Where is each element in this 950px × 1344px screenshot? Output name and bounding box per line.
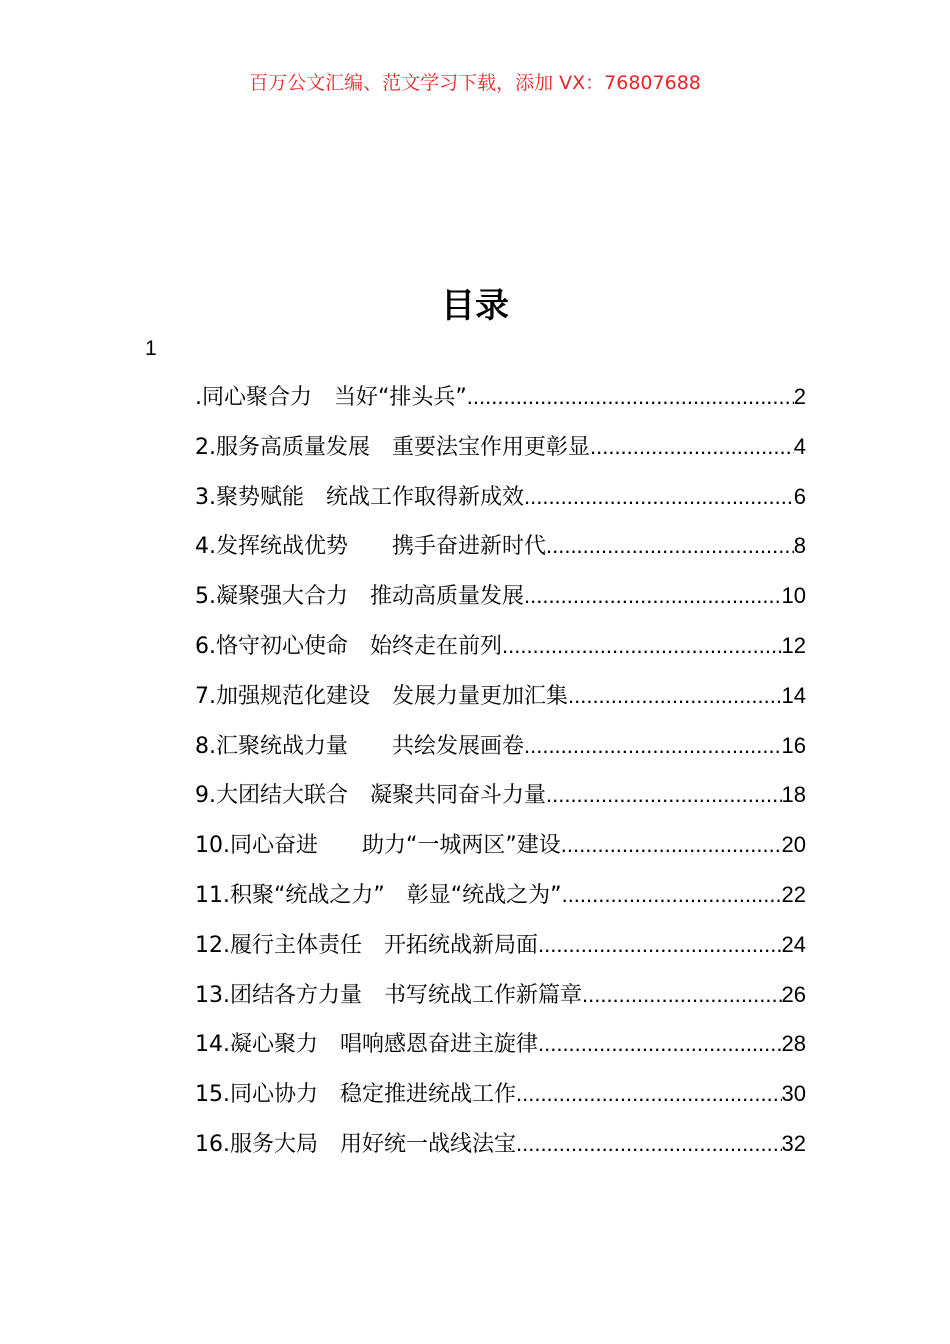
toc-entry-title: 8.汇聚统战力量 共绘发展画卷 bbox=[195, 733, 524, 759]
toc-entry-page: 2 bbox=[793, 384, 806, 409]
dot-leader bbox=[524, 733, 782, 759]
toc-entry-page: 22 bbox=[781, 881, 806, 907]
toc-entry-page: 12 bbox=[781, 632, 806, 658]
toc-entry-title: 3.聚势赋能 统战工作取得新成效 bbox=[195, 484, 524, 510]
toc-entry-title: 4.发挥统战优势 携手奋进新时代 bbox=[195, 534, 546, 560]
toc-entry[interactable] bbox=[195, 430, 806, 480]
toc-entry[interactable] bbox=[195, 529, 806, 579]
toc-entry[interactable] bbox=[195, 828, 806, 878]
dot-leader bbox=[546, 782, 782, 808]
toc-entry[interactable] bbox=[195, 579, 806, 629]
toc-entry-page: 14 bbox=[781, 682, 806, 708]
table-of-contents bbox=[195, 380, 806, 1177]
toc-entry[interactable] bbox=[195, 878, 806, 928]
toc-entry-page: 16 bbox=[781, 732, 806, 758]
toc-entry-title: .同心聚合力 当好“排头兵” bbox=[195, 385, 467, 410]
toc-entry-page: 6 bbox=[793, 483, 806, 509]
toc-entry-title: 12.履行主体责任 开拓统战新局面 bbox=[195, 932, 538, 958]
dot-leader bbox=[516, 1081, 782, 1107]
toc-entry-title: 6.恪守初心使命 始终走在前列 bbox=[195, 633, 502, 659]
toc-entry-title: 13.团结各方力量 书写统战工作新篇章 bbox=[195, 982, 582, 1008]
dot-leader bbox=[561, 832, 782, 858]
dot-leader bbox=[467, 384, 794, 410]
toc-entry-page: 28 bbox=[781, 1031, 806, 1057]
toc-entry-page: 26 bbox=[781, 981, 806, 1007]
toc-entry-page: 24 bbox=[781, 931, 806, 957]
toc-entry[interactable] bbox=[195, 778, 806, 828]
dot-leader bbox=[524, 484, 794, 510]
toc-entry-title: 11.积聚“统战之力” 彰显“统战之为” bbox=[195, 882, 562, 908]
dot-leader bbox=[524, 583, 782, 609]
toc-entry-title: 16.服务大局 用好统一战线法宝 bbox=[195, 1131, 516, 1157]
toc-entry[interactable] bbox=[195, 978, 806, 1028]
toc-entry-page: 32 bbox=[781, 1130, 806, 1156]
toc-entry[interactable] bbox=[195, 480, 806, 530]
toc-entry[interactable] bbox=[195, 380, 806, 430]
toc-entry[interactable] bbox=[195, 679, 806, 729]
toc-entry-title: 5.凝聚强大合力 推动高质量发展 bbox=[195, 584, 524, 610]
dot-leader bbox=[502, 633, 782, 659]
dot-leader bbox=[590, 434, 794, 460]
toc-entry-page: 20 bbox=[781, 832, 806, 858]
toc-entry-title: 2.服务高质量发展 重要法宝作用更彰显 bbox=[195, 434, 590, 460]
dot-leader bbox=[516, 1131, 782, 1157]
section-number: 1 bbox=[145, 337, 157, 360]
toc-entry[interactable] bbox=[195, 629, 806, 679]
dot-leader bbox=[562, 882, 782, 908]
dot-leader bbox=[538, 932, 782, 958]
dot-leader bbox=[546, 533, 794, 559]
dot-leader bbox=[538, 1031, 782, 1057]
toc-entry-title: 15.同心协力 稳定推进统战工作 bbox=[195, 1082, 516, 1108]
toc-entry-title: 10.同心奋进 助力“一城两区”建设 bbox=[195, 833, 561, 859]
toc-entry[interactable] bbox=[195, 729, 806, 779]
dot-leader bbox=[568, 683, 782, 709]
toc-entry-page: 10 bbox=[781, 583, 806, 609]
dot-leader bbox=[582, 982, 782, 1008]
toc-entry[interactable] bbox=[195, 1127, 806, 1177]
toc-entry-page: 4 bbox=[793, 433, 806, 459]
toc-entry[interactable] bbox=[195, 1077, 806, 1127]
watermark-header: 百万公文汇编、范文学习下载，添加 VX：76807688 bbox=[249, 72, 701, 94]
toc-entry[interactable] bbox=[195, 928, 806, 978]
toc-entry[interactable] bbox=[195, 1027, 806, 1077]
toc-entry-page: 18 bbox=[781, 782, 806, 808]
page-title: 目录 bbox=[441, 286, 509, 326]
toc-entry-page: 30 bbox=[781, 1081, 806, 1107]
toc-entry-page: 8 bbox=[793, 533, 806, 559]
toc-entry-title: 14.凝心聚力 唱响感恩奋进主旋律 bbox=[195, 1032, 538, 1058]
toc-entry-title: 7.加强规范化建设 发展力量更加汇集 bbox=[195, 683, 568, 709]
toc-entry-title: 9.大团结大联合 凝聚共同奋斗力量 bbox=[195, 783, 546, 809]
